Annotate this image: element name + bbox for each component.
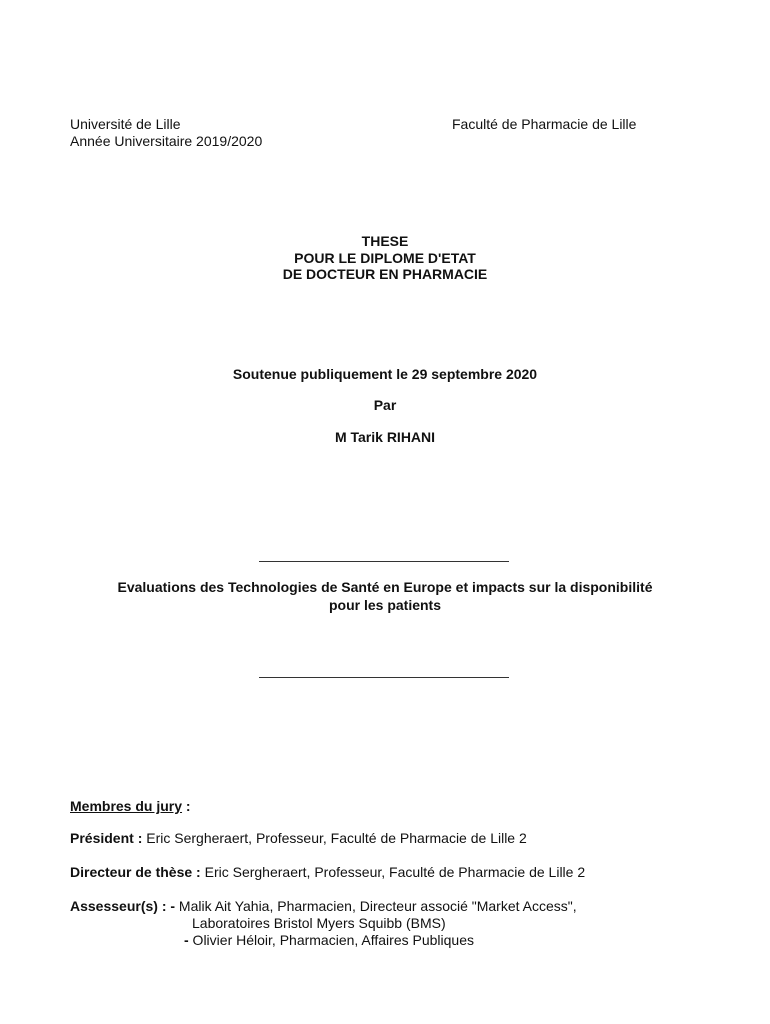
title-line-2: POUR LE DIPLOME D'ETAT — [294, 250, 476, 266]
jury-heading-colon: : — [182, 798, 191, 814]
president-value: Eric Sergheraert, Professeur, Faculté de Pharmacie de Lille 2 — [142, 830, 527, 846]
director-label: Directeur de thèse : — [70, 864, 201, 880]
title-line-1: THESE — [361, 233, 409, 249]
jury-heading-text: Membres du jury — [70, 798, 183, 814]
bottom-divider — [259, 677, 509, 678]
faculty-name: Faculté de Pharmacie de Lille — [452, 116, 637, 132]
jury-president — [70, 830, 527, 847]
jury-assessor-1 — [70, 898, 577, 915]
assessor-2-dash: - — [184, 932, 189, 948]
jury-director — [70, 864, 585, 881]
academic-year: Année Universitaire 2019/2020 — [70, 133, 263, 149]
title-line-3: DE DOCTEUR EN PHARMACIE — [282, 266, 488, 282]
thesis-title-line-1: Evaluations des Technologies de Santé en Europe et impacts sur la disponibilité — [117, 579, 653, 595]
jury-assessor-2 — [184, 932, 474, 949]
assessors-label: Assesseur(s) : - — [70, 898, 176, 914]
assessor-1-line-2: Laboratoires Bristol Myers Squibb (BMS) — [192, 915, 446, 931]
university-name: Université de Lille — [70, 116, 181, 132]
thesis-title-line-2: pour les patients — [328, 597, 442, 613]
director-value: Eric Sergheraert, Professeur, Faculté de Pharmacie de Lille 2 — [200, 864, 586, 880]
top-divider — [259, 561, 509, 562]
assessor-1-line-1: Malik Ait Yahia, Pharmacien, Directeur associé "Market Access", — [175, 898, 577, 914]
jury-heading — [70, 798, 191, 815]
defense-date: Soutenue publiquement le 29 septembre 2020 — [232, 366, 538, 382]
assessor-2-value: Olivier Héloir, Pharmacien, Affaires Publiques — [188, 932, 474, 948]
president-label: Président : — [70, 830, 143, 846]
by-label: Par — [373, 397, 397, 413]
author-name: M Tarik RIHANI — [334, 429, 436, 445]
